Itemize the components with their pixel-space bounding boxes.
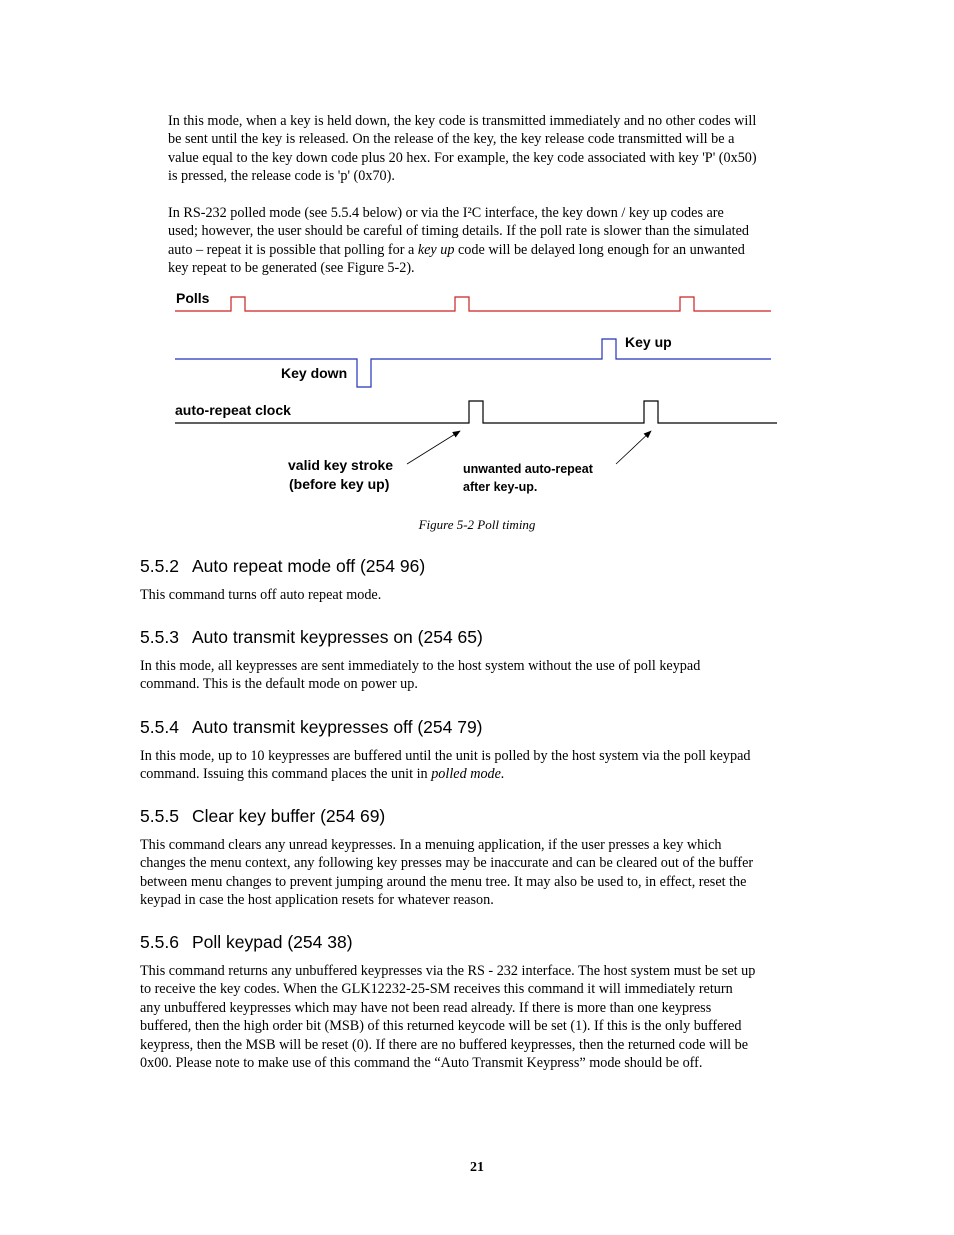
text-line: be sent until the key is released. On the release of the key, the key release code transmitted will be a: [168, 131, 735, 148]
valid-key-stroke-label-line2: (before key up): [289, 476, 390, 492]
section-title: Poll keypad (254 38): [192, 932, 353, 952]
key-signal: [175, 339, 771, 387]
section-5-5-6-heading: [140, 932, 353, 953]
text-line: In this mode, up to 10 keypresses are buffered until the unit is polled by the host system via the poll keypad: [140, 748, 751, 764]
section-title: Auto repeat mode off (254 96): [192, 556, 426, 576]
text-line: In this mode, all keypresses are sent immediately to the host system without the use of poll keypad: [140, 658, 701, 674]
text-line: In this mode, when a key is held down, the key code is transmitted immediately and no other codes will: [168, 113, 757, 129]
key-down-label: Key down: [281, 365, 348, 381]
key-up-label: Key up: [625, 334, 672, 350]
figure-caption: Figure 5-2 Poll timing: [418, 517, 536, 532]
text-line: buffered, then the high order bit (MSB) of this returned keycode will be set (1). If this is the only buffered: [140, 1018, 742, 1035]
section-title: Clear key buffer (254 69): [192, 806, 386, 826]
section-5-5-4-body: [140, 747, 750, 784]
section-number: 5.5.5: [140, 806, 179, 826]
section-5-5-6-body: [140, 962, 755, 1072]
text-line: value equal to the key down code plus 20 hex. For example, the key code associated with key 'P' (0x50): [168, 149, 757, 166]
section-5-5-4-heading: [140, 717, 483, 738]
text-line: This command clears any unread keypresses. In a menuing application, if the user presses a key which: [140, 837, 722, 853]
text-line: changes the menu context, any following key presses may be inaccurate and can be cleared out of the buffer: [140, 855, 754, 872]
emphasis-key-up: key up: [417, 241, 455, 258]
unwanted-auto-repeat-label-line1: unwanted auto-repeat: [463, 462, 593, 476]
text-line: any unbuffered keypresses which may have not been read already. If there is more than one keypress: [140, 999, 712, 1016]
unwanted-auto-repeat-label-line2: after key-up.: [463, 480, 538, 494]
polls-label: Polls: [176, 290, 210, 306]
text-line: In RS-232 polled mode (see 5.5.4 below) or via the I²C interface, the key down / key up codes are: [168, 205, 724, 221]
text-line: to receive the key codes. When the GLK12232-25-SM receives this command it will immediately return: [140, 981, 733, 998]
emphasis-polled-mode: polled mode.: [431, 766, 505, 783]
poll-timing-figure: [0, 0, 954, 540]
section-title: Auto transmit keypresses off (254 79): [192, 717, 483, 737]
text-line: is pressed, the release code is 'p' (0x70).: [168, 168, 395, 185]
section-number: 5.5.6: [140, 932, 179, 952]
section-5-5-3-heading: [140, 627, 483, 648]
text-line: used; however, the user should be careful of timing details. If the poll rate is slower than the simulated: [168, 223, 749, 240]
text-line: keypad in case the host application resets for whatever reason.: [140, 892, 494, 909]
section-5-5-2-heading: [140, 556, 425, 577]
text-line: This command returns any unbuffered keypresses via the RS - 232 interface. The host system must be set up: [140, 963, 756, 979]
text-line: between menu changes to prevent jumping around the menu tree. It may also be used to, in effect, reset the: [140, 873, 747, 890]
section-5-5-5-heading: [140, 806, 385, 827]
section-5-5-5-body: [140, 836, 753, 910]
auto-repeat-clock-label: auto-repeat clock: [175, 402, 291, 418]
section-number: 5.5.2: [140, 556, 179, 576]
section-title: Auto transmit keypresses on (254 65): [192, 627, 483, 647]
section-5-5-3-body: [140, 657, 700, 694]
text-line: keypress, then the MSB will be reset (0). If there are no buffered keypresses, then the returned code will be: [140, 1036, 749, 1053]
text-line: command. This is the default mode on power up.: [140, 676, 418, 693]
section-number: 5.5.4: [140, 717, 179, 737]
valid-key-stroke-arrow: [407, 431, 460, 464]
text-line: This command turns off auto repeat mode.: [140, 587, 382, 603]
polls-signal: [175, 297, 771, 311]
section-5-5-2-body: [140, 586, 381, 604]
text-line: key repeat to be generated (see Figure 5-2).: [168, 260, 415, 277]
text-line: 0x00. Please note to make use of this command the “Auto Transmit Keypress” mode should be off.: [140, 1055, 703, 1072]
section-number: 5.5.3: [140, 627, 179, 647]
page-number: 21: [470, 1160, 484, 1175]
text-line: command. Issuing this command places the unit in polled mode.: [140, 766, 505, 783]
valid-key-stroke-label-line1: valid key stroke: [288, 457, 394, 473]
unwanted-auto-repeat-arrow: [616, 431, 651, 464]
text-line: auto – repeat it is possible that polling for a key up code will be delayed long enough for an unwanted: [168, 241, 745, 258]
